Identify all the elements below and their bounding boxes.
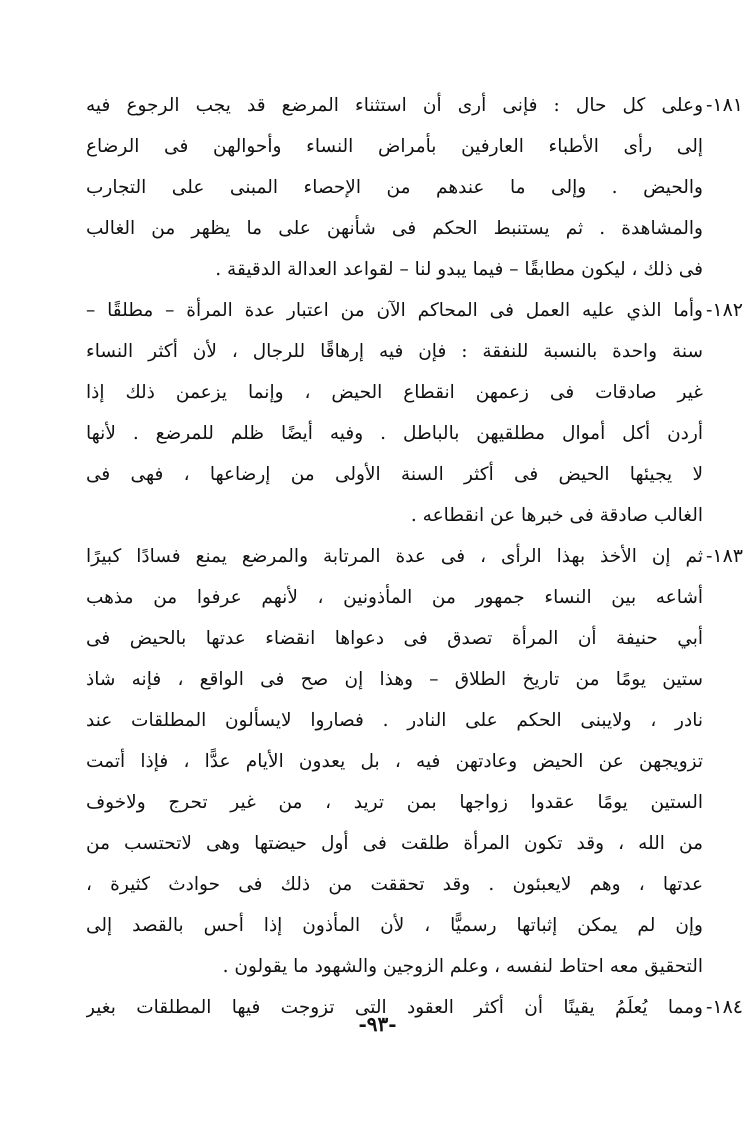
text-line: وعلى كل حال : فإنى أرى أن استثناء المرضع قد يجب الرجوع فيه [86,95,703,116]
paragraph-number: ١٨٤- [705,996,743,1018]
text-line: إلى رأى الأطباء العارفين بأمراض النساء وأحوالهن فى الرضاع [86,136,703,157]
text-line: أردن أكل أموال مطلقيهن بالباطل . وفيه أيضًا ظلم للمرضع . لأنها [86,423,703,444]
paragraph-182 [86,290,743,536]
text-line: الستين يومًا عقدوا زواجها بمن تريد ، من غير تحرج ولاخوف [86,792,703,813]
paragraph-number: ١٨١- [705,94,743,116]
paragraph-number: ١٨٢- [705,299,743,321]
text-line: فى ذلك ، ليكون مطابقًا – فيما يبدو لنا – لقواعد العدالة الدقيقة . [215,259,703,280]
text-line: نادر ، ولايبنى الحكم على النادر . فصاروا لايسألون المطلقات عند [86,710,703,731]
text-line: الغالب صادقة فى خبرها عن انقطاعه . [410,505,703,526]
text-line: وإن لم يمكن إثباتها رسميًّا ، لأن المأذون إذا أحس بالقصد إلى [86,915,703,936]
text-line: ثم إن الأخذ بهذا الرأى ، فى عدة المرتابة والمرضع يمنع فسادًا كبيرًا [86,546,703,567]
paragraph-number: ١٨٣- [705,545,743,567]
text-line: والحيض . وإلى ما عندهم من الإحصاء المبنى على التجارب [86,177,703,198]
page-body [86,85,743,1028]
text-line: عدتها ، وهم لايعبئون . وقد تحققت من ذلك فى حوادث كثيرة ، [86,874,703,895]
text-line: غير صادقات فى زعمهن انقطاع الحيض ، وإنما يزعمن ذلك إذا [86,382,703,403]
text-line: التحقيق معه احتاط لنفسه ، وعلم الزوجين والشهود ما يقولون . [222,956,703,977]
page-number: -٩٣- [358,1012,397,1036]
text-line: وأما الذي عليه العمل فى المحاكم الآن من اعتبار عدة المرأة – مطلقًا – [86,300,703,321]
text-line: أشاعه بين النساء جمهور من المأذونين ، لأنهم عرفوا من مذهب [86,587,703,608]
text-line: من الله ، وقد تكون المرأة طلقت فى أول حيضتها وهى لاتحتسب من [86,833,703,854]
text-line: ومما يُعلَمُ يقينًا أن أكثر العقود التى تزوجت فيها المطلقات بغير [86,997,703,1018]
text-line: سنة واحدة بالنسبة للنفقة : فإن فيه إرهاقًا للرجال ، لأن أكثر النساء [86,341,703,362]
text-line: أبي حنيفة أن المرأة تصدق فى دعواها انقضاء عدتها بالحيض فى [86,628,703,649]
paragraph-181 [86,85,743,290]
text-line: تزويجهن عن الحيض وعادتهن فيه ، بل يعدون الأيام عدًّا ، فإذا أتمت [86,751,703,772]
paragraph-183 [86,536,743,987]
text-line: لا يجيئها الحيض فى أكثر السنة الأولى من إرضاعها ، فهى فى [86,464,703,485]
text-line: والمشاهدة . ثم يستنبط الحكم فى شأنهن على ما يظهر من الغالب [86,218,703,239]
text-line: ستين يومًا من تاريخ الطلاق – وهذا إن صح فى الواقع ، فإنه شاذ [86,669,703,690]
